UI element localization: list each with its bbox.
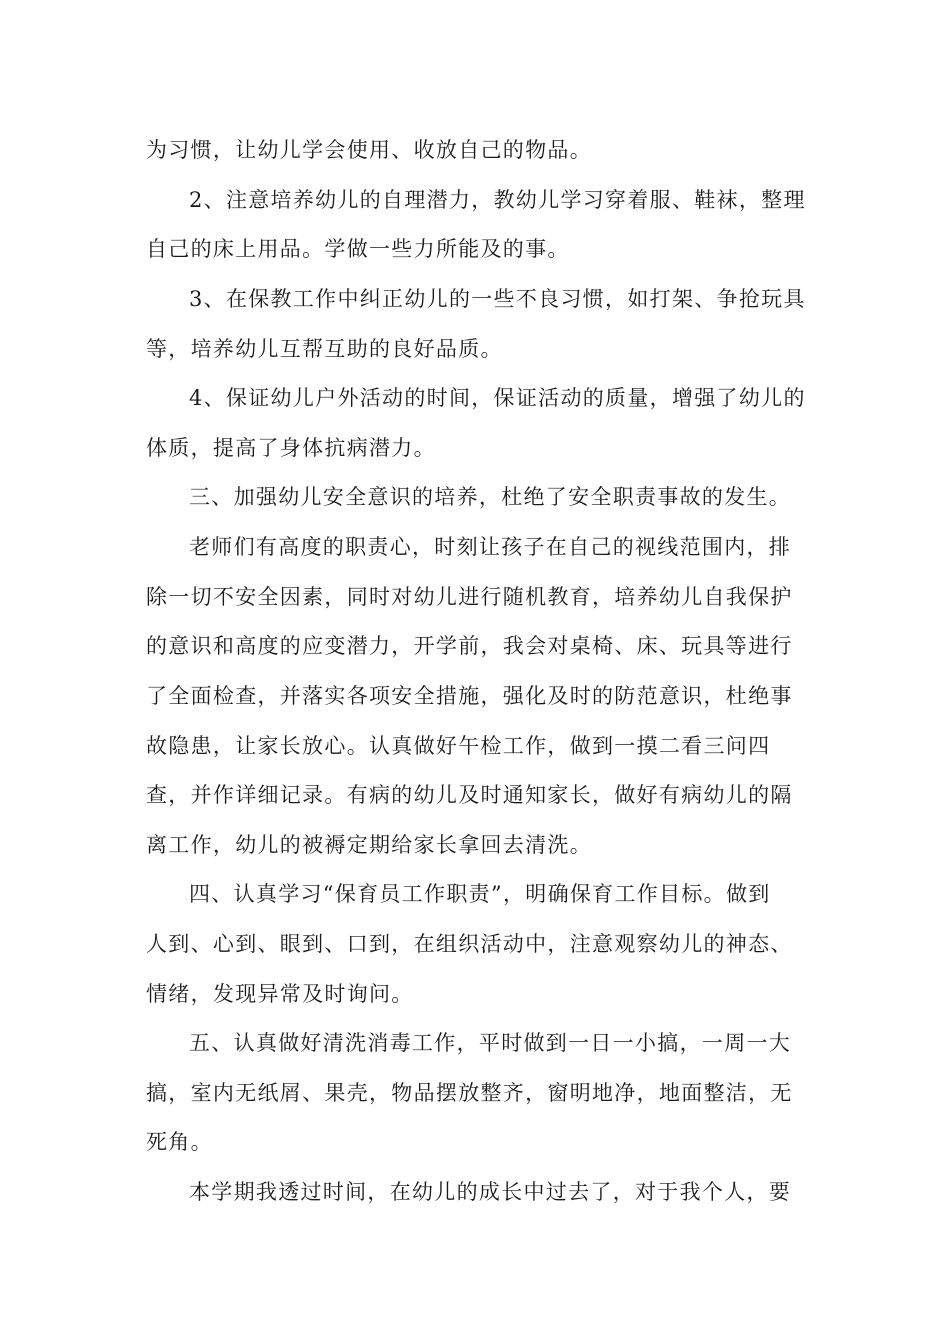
text-line: 人到、心到、眼到、口到，在组织活动中，注意观察幼儿的神态、 xyxy=(146,932,793,956)
text-line: 老师们有高度的职责心，时刻让孩子在自己的视线范围内，排 xyxy=(189,535,792,559)
text-line: 的意识和高度的应变潜力，开学前，我会对桌椅、床、玩具等进行 xyxy=(146,634,793,658)
text-line: 除一切不安全因素，同时对幼儿进行随机教育，培养幼儿自我保护 xyxy=(146,585,793,609)
text-line: 离工作，幼儿的被褥定期给家长拿回去清洗。 xyxy=(146,833,592,857)
text-line: 3、在保教工作中纠正幼儿的一些不良习惯，如打架、争抢玩具 xyxy=(189,287,806,311)
text-line: 四、认真学习“保育员工作职责”，明确保育工作目标。做到 xyxy=(189,882,771,906)
text-line: 自己的床上用品。学做一些力所能及的事。 xyxy=(146,237,570,261)
text-line: 五、认真做好清洗消毒工作，平时做到一日一小搞，一周一大 xyxy=(189,1031,792,1055)
text-line: 等，培养幼儿互帮互助的良好品质。 xyxy=(146,337,503,361)
text-line: 搞，室内无纸屑、果壳，物品摆放整齐，窗明地净，地面整洁，无 xyxy=(146,1081,793,1105)
text-line: 2、注意培养幼儿的自理潜力，教幼儿学习穿着服、鞋袜，整理 xyxy=(189,188,806,212)
text-line: 4、保证幼儿户外活动的时间，保证活动的质量，增强了幼儿的 xyxy=(189,386,806,410)
text-line: 了全面检查，并落实各项安全措施，强化及时的防范意识，杜绝事 xyxy=(146,684,793,708)
text-line: 体质，提高了身体抗病潜力。 xyxy=(146,436,436,460)
text-line: 故隐患，让家长放心。认真做好午检工作，做到一摸二看三问四 xyxy=(146,734,771,758)
text-line: 查，并作详细记录。有病的幼儿及时通知家长，做好有病幼儿的隔 xyxy=(146,783,793,807)
text-line: 本学期我透过时间，在幼儿的成长中过去了，对于我个人，要 xyxy=(189,1180,792,1204)
text-line: 三、加强幼儿安全意识的培养，杜绝了安全职责事故的发生。 xyxy=(189,485,792,509)
text-line: 死角。 xyxy=(146,1130,213,1154)
text-line: 为习惯，让幼儿学会使用、收放自己的物品。 xyxy=(146,138,592,162)
text-line: 情绪，发现异常及时询问。 xyxy=(146,982,414,1006)
